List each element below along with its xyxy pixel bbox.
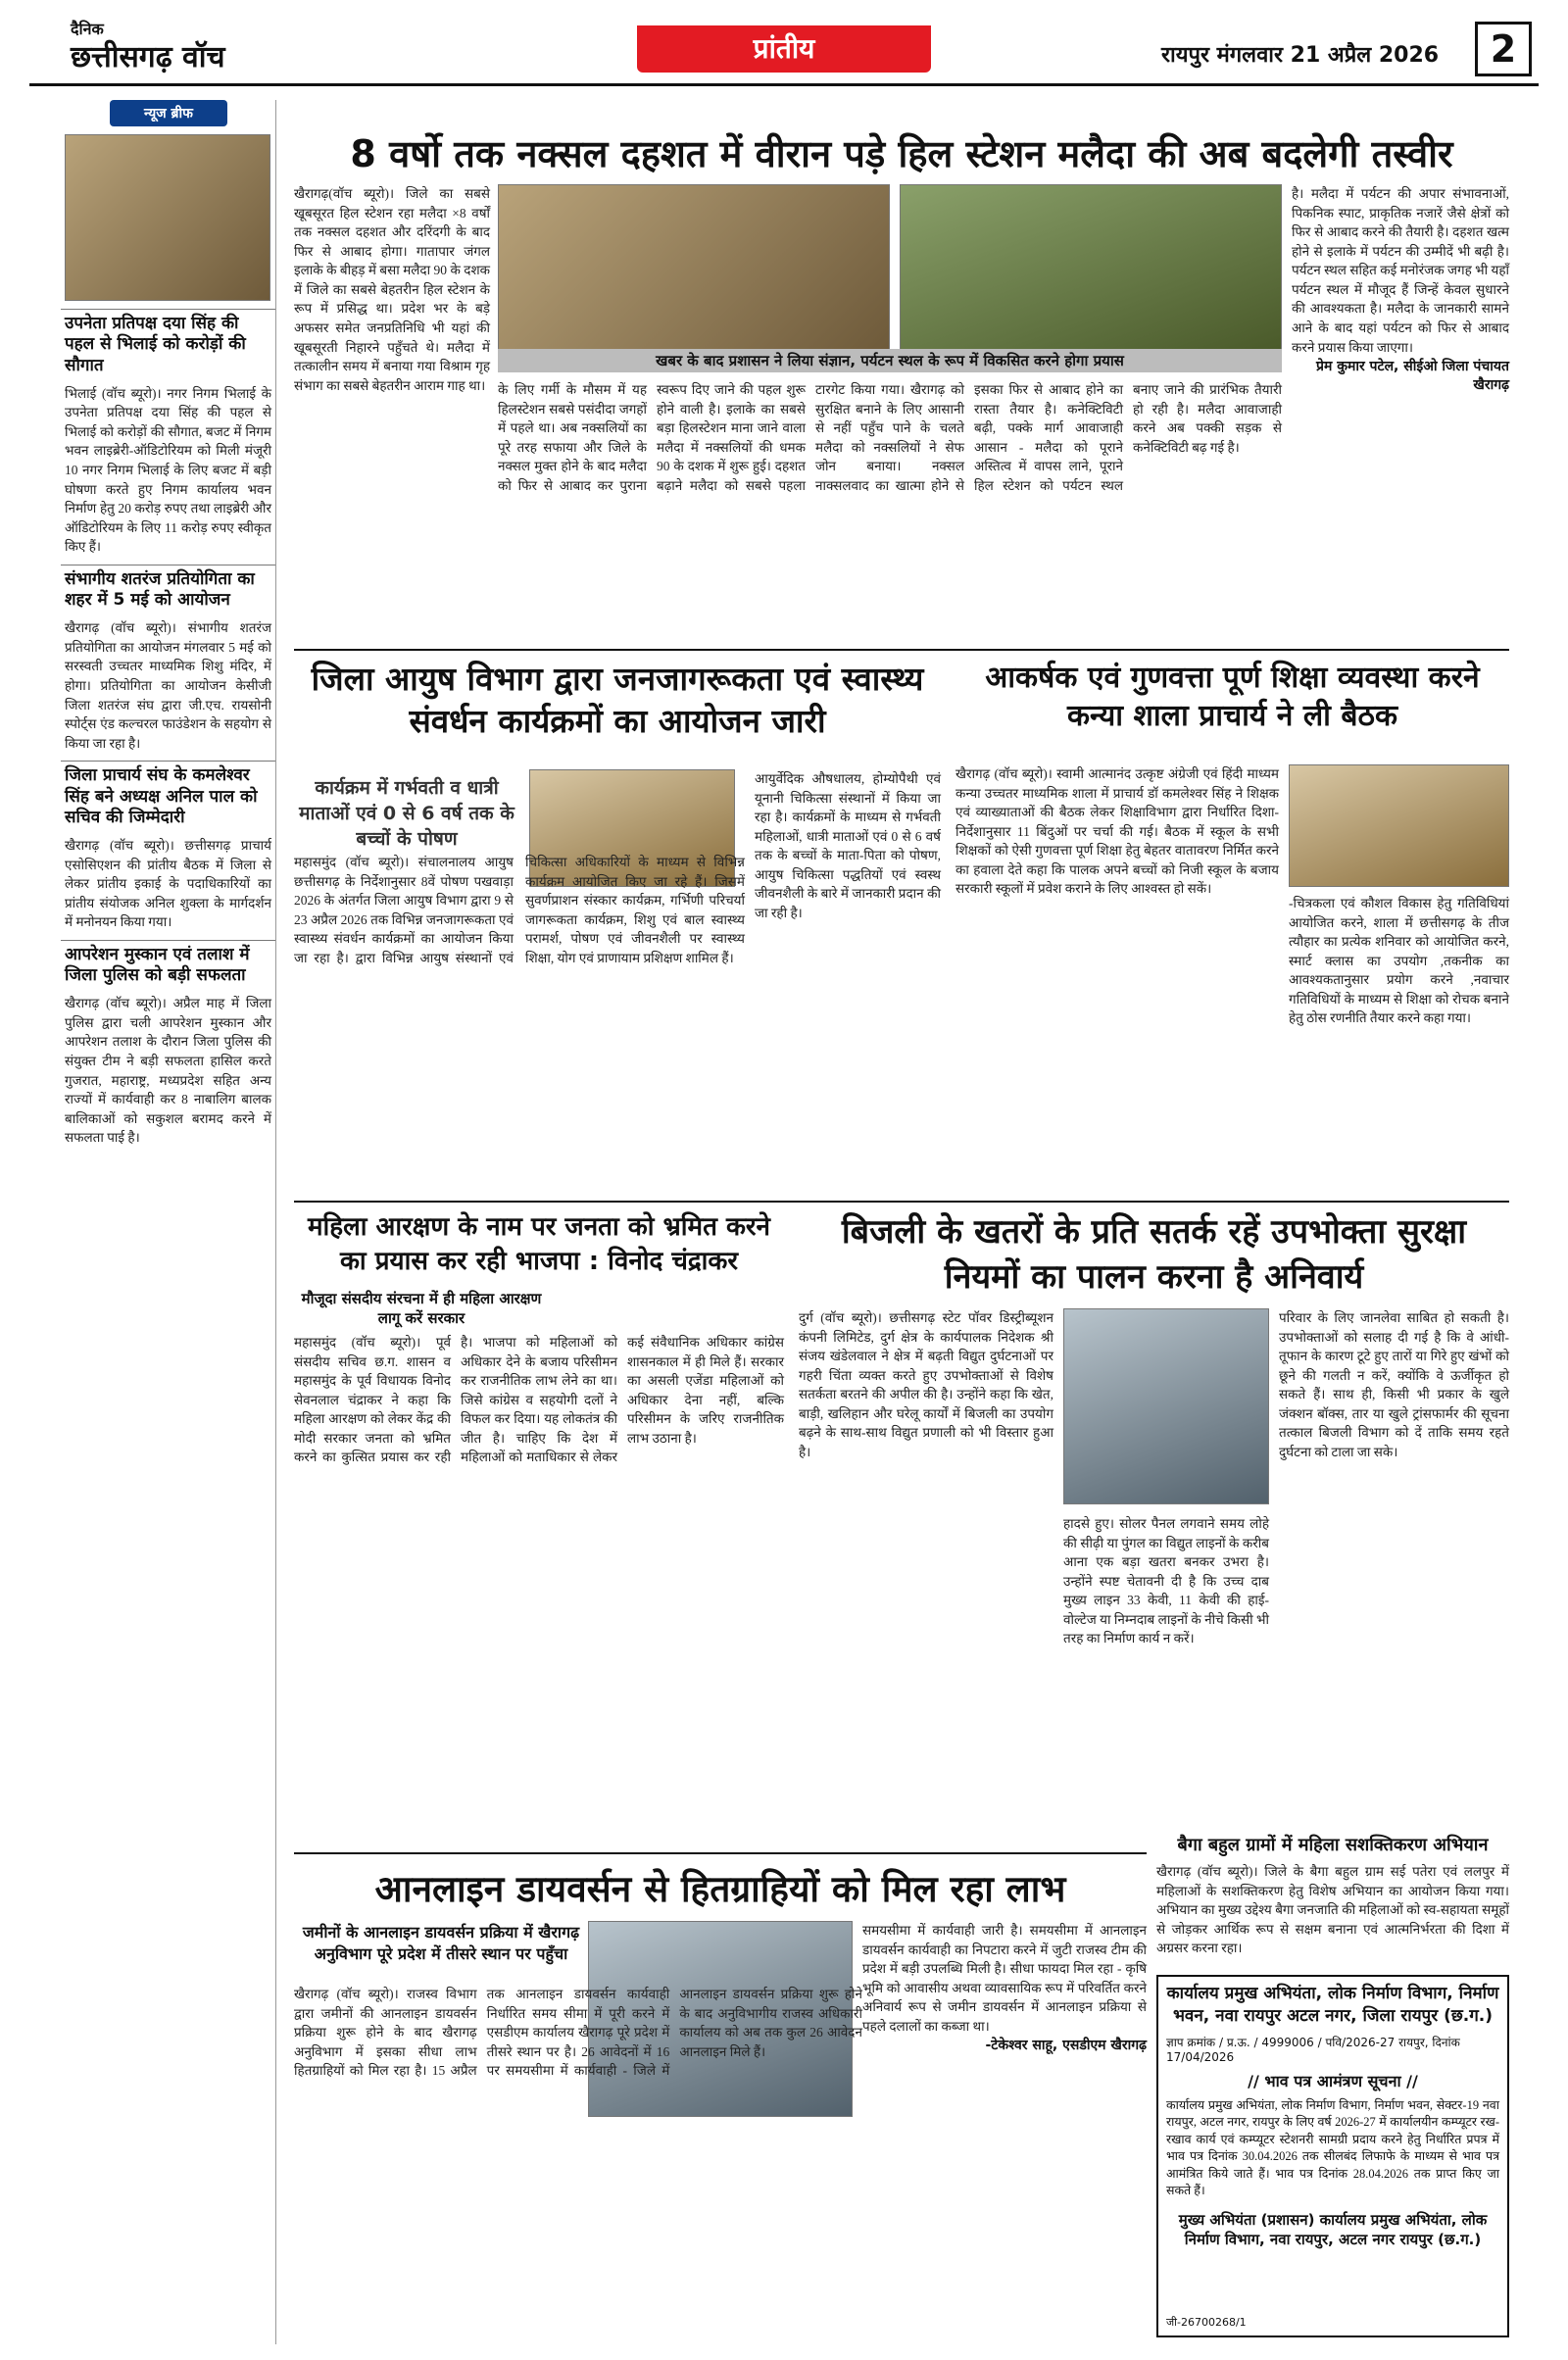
bijli-text: दुर्ग (वॉच ब्यूरो)। छत्तीसगढ़ स्टेट पॉवर डिस्ट्रीब्यूशन कंपनी लिमिटेड, दुर्ग क्षेत्र के कार्यपालक निदेशक श्री संजय खंडेलवाल ने क्षेत्र में बढ़ती विद्युत दुर्घटनाओं पर गहरी चिंता व्यक्त करते हुए उपभोक्ताओं से विशेष सतर्कता बरतने की अपील की है। उन्होंने कहा कि खेत, बाड़ी, खलिहान और घरेलू कार्यों में बिजली का उपयोग बढ़ने के साथ-साथ विद्युत प्रणाली को भी विस्तार हुआ है। (799, 1310, 1054, 1459)
page-number: 2 (1475, 22, 1532, 76)
online-signature: -टेकेश्वर साहू, एसडीएम खैरागढ़ (985, 2038, 1147, 2054)
official-portrait-photo (1063, 1308, 1269, 1504)
tender-signatory: मुख्य अभियंता (प्रशासन) कार्यालय प्रमुख अभियंता, लोक निर्माण विभाग, नवा रायपुर, अटल नगर रायपुर (छ.ग.) (1178, 2210, 1488, 2249)
divider (294, 649, 1509, 651)
online-right-column (862, 1921, 1147, 2054)
tender-notice (1156, 1975, 1509, 2337)
ayush-text-right: आयुर्वेदिक औषधालय, होम्योपैथी एवं यूनानी चिकित्सा संस्थानों में किया जा रहा है। कार्यक्रमों के माध्यम से गर्भवती महिलाओं, धात्री माताओं एवं 0 से 6 वर्ष तक के बच्चों के माता-पिता को पोषण, आयुष चिकित्सा पद्धतियों एवं स्वस्थ जीवनशैली के बारे में जानकारी प्रदान की जा रही है। (755, 771, 941, 920)
baiga-text: खैरागढ़ (वॉच ब्यूरो)। जिले के बैगा बहुल ग्राम सई पतेरा एवं ललपुर में महिलाओं के सशक्तिकरण हेतु विशेष अभियान का आयोजन किया गया। अभियान का मुख्य उद्देश्य बैगा जनजाति की महिलाओं को स्व-सहायता समूहों से जोड़कर आर्थिक रूप से सक्षम बनाना एवं आत्मनिर्भरता की दिशा में अग्रसर करना रहा। (1156, 1864, 1509, 1956)
edu-meeting-photo (1289, 764, 1509, 887)
lead-text-intro: खैरागढ़(वॉच ब्यूरो)। जिले का सबसे खूबसूरत हिल स्टेशन रहा मलैदा ×8 वर्षों तक नक्सल दहशत और दरिंदगी के बाद फिर से आबाद होगा। गातापार जंगल इलाके के बीहड़ में बसा मलैदा 90 के दशक में जिले का सबसे बेहतरीन हिल स्टेशन के रूप में प्रसिद्ध था। प्रदेश भर के बड़े अफसर समेत जनप्रतिनिधि भी यहां की खूबसूरती निहारने पहुँचते थे। मलैदा में तत्कालीन समय में बनाया गया विश्राम गृह संभाग का सबसे बेहतरीन आराम गाह था। (294, 186, 490, 393)
brief-text-3: खैरागढ़ (वॉच ब्यूरो)। छत्तीसगढ़ प्राचार्य एसोसिएशन की प्रांतीय बैठक में जिला से लेकर प्रांतीय इकाई के पदाधिकारियों का प्रांतीय संयोजक अनिल शुक्ला के मार्गदर्शन में मनोनयन किया गया। (65, 838, 271, 930)
brief-headline-2: संभागीय शतरंज प्रतियोगिता का शहर में 5 मई को आयोजन (61, 565, 275, 615)
dateline: रायपुर मंगलवार 21 अप्रैल 2026 (1161, 43, 1440, 68)
mahila-subhead: मौजूदा संसदीय संरचना में ही महिला आरक्षण लागू करें सरकार (301, 1290, 542, 1327)
online-text-right: समयसीमा में कार्यवाही जारी है। समयसीमा में आनलाइन डायवर्सन कार्यवाही का निपटारा करने में जुटी राजस्व टीम की प्रदेश में बड़ी उपलब्धि मिली है। सीधा फायदा मिल रहा - कृषि भूमि को आवासीय अथवा व्यावसायिक रूप में परिवर्तित करने अनिवार्य रूप से जमीन डायवर्सन में आनलाइन प्रक्रिया से पहले दलालों का कब्जा था। (862, 1923, 1147, 2034)
ayush-headline: जिला आयुष विभाग द्वारा जनजागरूकता एवं स्वास्थ्य संवर्धन कार्यक्रमों का आयोजन जारी (311, 660, 924, 740)
divider (294, 1201, 1509, 1203)
brief-text-2: खैरागढ़ (वॉच ब्यूरो)। संभागीय शतरंज प्रतियोगिता का आयोजन मंगलवार 5 मई को सरस्वती उच्चतर माध्यमिक शिशु मंदिर, में होगा। प्रतियोगिता का आयोजन केसीजी जिला शतरंज संघ द्वारा जी.एच. रायसोनी स्पोर्ट्स एंड कल्चरल फाउंडेशन के सहयोग से किया जा रहा है। (65, 620, 271, 751)
bijli-text-under: हादसे हुए। सोलर पैनल लगवाने समय लोहे की सीढ़ी या पुंगल का विद्युत लाइनों के करीब आना एक बड़ा खतरा बनकर उभरा है। उन्होंने स्पष्ट चेतावनी दी है कि उच्च दाब मुख्य लाइन 33 केवी, 11 केवी की हाई-वोल्टेज या निम्नदाब लाइनों के नीचे किसी भी तरह का निर्माण कार्य न करें। (1063, 1516, 1269, 1647)
brief-text-1: भिलाई (वॉच ब्यूरो)। नगर निगम भिलाई के उपनेता प्रतिपक्ष दया सिंह की पहल से भिलाई को करोड़ों की सौगात, बजट में निगम भवन लाइब्रेरी-ऑडिटोरियम को मिली मंजूरी 10 नगर निगम भिलाई के लिए बजट में बड़ी घोषणा करते हुए निगम कार्यालय भवन निर्माण हेतु 20 करोड़ रुपए तथा लाइब्रेरी और ऑडिटोरियम के लिए 11 करोड़ रुपए स्वीकृत किए हैं। (65, 385, 271, 555)
mahila-headline: महिला आरक्षण के नाम पर जनता को भ्रमित करने का प्रयास कर रही भाजपा : विनोद चंद्राकर (308, 1212, 770, 1277)
edu-headline: आकर्षक एवं गुणवत्ता पूर्ण शिक्षा व्यवस्था करने कन्या शाला प्राचार्य ने ली बैठक (985, 661, 1480, 733)
tender-body: कार्यालय प्रमुख अभियंता, लोक निर्माण विभाग, निर्माण भवन, सेक्टर-19 नवा रायपुर, अटल नगर, रायपुर के लिए वर्ष 2026-27 में कार्यालयीन कम्प्यूटर रख-रखाव कार्य एवं कम्प्यूटर स्टेशनरी सामग्री प्रदाय करने हेतु निर्धारित प्रपत्र में भाव पत्र दिनांक 30.04.2026 तक सीलबंद लिफाफे के माध्यम से भाव पत्र आमंत्रित किये जाते हैं। भाव पत्र दिनांक 28.04.2026 तक प्राप्त किए जा सकते हैं। (1166, 2097, 1499, 2198)
bijli-headline: बिजली के खतरों के प्रति सतर्क रहें उपभोक्ता सुरक्षा नियमों का पालन करना है अनिवार्य (841, 1212, 1467, 1297)
masthead (29, 18, 1539, 86)
tender-title: // भाव पत्र आमंत्रण सूचना // (1248, 2071, 1418, 2090)
tender-ref: ज्ञाप क्रमांक / प्र.ऊ. / 4999006 / पवि/2026-27 रायपुर, दिनांक 17/04/2026 (1166, 2035, 1460, 2064)
baiga-headline: बैगा बहुल ग्रामों में महिला सशक्तिकरण अभियान (1177, 1835, 1489, 1855)
mahila-text: महासमुंद (वॉच ब्यूरो)। पूर्व संसदीय सचिव छ.ग. शासन व महासमुंद के पूर्व विधायक विनोद सेवनलाल चंद्राकर ने कहा कि महिला आरक्षण को लेकर केंद्र की मोदी सरकार जनता को भ्रमित करने का कुत्सित प्रयास कर रही है। भाजपा को महिलाओं को अधिकार देने के बजाय परिसीमन कर राजनीतिक लाभ लेने का था। जिसे कांग्रेस व सहयोगी दलों ने विफल कर दिया। यह लोकतंत्र की जीत है। चाहिए कि देश में महिलाओं को मताधिकार से लेकर कई संवैधानिक अधिकार कांग्रेस शासनकाल में ही मिले हैं। सरकार का असली एजेंडा महिलाओं को अधिकार देना नहीं, बल्कि परिसीमन के जरिए राजनीतिक लाभ उठाना है। (294, 1335, 784, 1465)
ad-code: जी-26700268/1 (1166, 2316, 1247, 2329)
lead-text-body: के लिए गर्मी के मौसम में यह हिलस्टेशन सबसे पसंदीदा जगहों में पहले था। अब नक्सलियों का पूरे तरह सफाया और जिले के नक्सल मुक्त होने के बाद मलैदा को फिर से आबाद कर पुराना स्वरूप दिए जाने की पहल शुरू होने वाली है। इलाके का सबसे बड़ा हिलस्टेशन माना जाने वाला मलैदा में नक्सलियों की धमक 90 के दशक में शुरू हुई। दहशत बढ़ाने मलैदा को सबसे पहला टारगेट किया गया। खैरागढ़ को सुरक्षित बनाने के लिए आसानी से नहीं पहुँच पाने के चलते मलैदा को नक्सलियों ने सेफ जोन बनाया। नक्सल नाक्सलवाद का खात्मा होने से इसका फिर से आबाद होने का रास्ता तैयार है। कनेक्टिविटी बढ़ी, पक्के मार्ग आवाजाही आसान - मलैदा को पूराने अस्तित्व में वापस लाने, पूराने हिल स्टेशन को पर्यटन स्थल बनाए जाने की प्रारंभिक तैयारी हो रही है। मलैदा आवाजाही करने अब पक्की सड़क से कनेक्टिविटी बढ़ गई है। (498, 382, 1282, 493)
divider (294, 1852, 1147, 1854)
edu-text-right: -चित्रकला एवं कौशल विकास हेतु गतिविधियां आयोजित करने, शाला में छत्तीसगढ़ के तीज त्यौहार का प्रत्येक शनिवार को आयोजित करने, स्मार्ट क्लास का उपयोग ,तकनीक का आवश्यकतानुसार प्रयोग करने ,नवाचार गतिविधियों के माध्यम से शिक्षा को रोचक बनाने हेतु ठोस रणनीति तैयार करने कहा गया। (1289, 896, 1509, 1026)
newspaper-logo (71, 18, 225, 75)
brief-headline-4: आपरेशन मुस्कान एवं तलाश में जिला पुलिस को बड़ी सफलता (61, 940, 275, 991)
lead-text-right: है। मलैदा में पर्यटन की अपार संभावनाओं, पिकनिक स्पाट, प्राकृतिक नजारें जैसे क्षेत्रों को फिर से आबाद करने की तैयारी है। दहशत खत्म होने से इलाके में पर्यटन की उम्मीदें भी बढ़ी है। पर्यटन स्थल सहित कई मनोरंजक जगह भी यहाँ पर्यटन स्थल में मौजूद हैं जिन्हें केवल सुधारने की आवश्यकता है। मलैदा के जानकारी सामने आने के बाद यहां पर्यटन को फिर से आबाद करने प्रयास किया जाएगा। (1292, 186, 1509, 355)
brief-text-4: खैरागढ़ (वॉच ब्यूरो)। अप्रैल माह में जिला पुलिस द्वारा चली आपरेशन मुस्कान और आपरेशन तलाश के दौरान जिला पुलिस की संयुक्त टीम ने बड़ी सफलता हासिल करते गुजरात, महाराष्ट्र, मध्यप्रदेश सहित अन्य राज्यों में कार्यवाही कर 8 नाबालिग बालक बालिकाओं को सकुशल बरामद करने में सफलता पाई है। (65, 996, 271, 1146)
ayush-text: महासमुंद (वॉच ब्यूरो)। संचालनालय आयुष छत्तीसगढ़ के निर्देशानुसार 8वें पोषण पखवाड़ा 2026 के अंतर्गत जिला आयुष विभाग द्वारा 9 से 23 अप्रैल 2026 तक विभिन्न जनजागरूकता एवं स्वास्थ्य संवर्धन कार्यक्रमों का आयोजन किया जा रहा है। द्वारा विभिन्न आयुष संस्थानों एवं चिकित्सा अधिकारियों के माध्यम से विभिन्न कार्यक्रम आयोजित किए जा रहे हैं। जिसमें सुवर्णप्राशन संस्कार कार्यक्रम, गर्भिणी परिचर्या जागरूकता कार्यक्रम, शिशु एवं बाल स्वास्थ्य परामर्श, पोषण एवं जीवनशैली पर स्वास्थ्य शिक्षा, योग एवं प्राणायाम प्रशिक्षण शामिल हैं। (294, 855, 745, 965)
lead-story (294, 184, 1509, 645)
section-tab: प्रांतीय (637, 25, 931, 73)
lead-photo-caption: खबर के बाद प्रशासन ने लिया संज्ञान, पर्यटन स्थल के रूप में विकसित करने होगा प्रयास (498, 349, 1282, 372)
lead-signature: प्रेम कुमार पटेल, सीईओ जिला पंचायत खैरागढ़ (1316, 359, 1509, 394)
brief-headline-1: उपनेता प्रतिपक्ष दया सिंह की पहल से भिलाई को करोड़ों की सौगात (61, 309, 275, 380)
brief-headline-3: जिला प्राचार्य संघ के कमलेश्वर सिंह बने अध्यक्ष अनिल पाल को सचिव की जिम्मेदारी (61, 761, 275, 832)
brand-small: दैनिक (71, 20, 104, 38)
bijli-text-right: परिवार के लिए जानलेवा साबित हो सकती है। उपभोक्ताओं को सलाह दी गई है कि वे आंधी-तूफान के कारण टूटे हुए तारों या गिरे हुए खंभों को छूने की गलती न करें, क्योंकि वे ऊर्जीकृत हो सकते हैं। साथ ही, किसी भी प्रकार के खुले जंक्शन बॉक्स, तार या खुले ट्रांसफार्मर की सूचना तत्काल बिजली विभाग को दें ताकि समय रहते दुर्घटना को टाला जा सके। (1279, 1310, 1509, 1459)
brand-name: छत्तीसगढ़ वॉच (71, 40, 225, 74)
news-brief-tab: न्यूज ब्रीफ (110, 100, 227, 126)
lead-headline: 8 वर्षो तक नक्सल दहशत में वीरान पड़े हिल स्टेशन मलैदा की अब बदलेगी तस्वीर (350, 132, 1453, 175)
edu-text: खैरागढ़ (वॉच ब्यूरो)। स्वामी आत्मानंद उत्कृष्ट अंग्रेजी एवं हिंदी माध्यम कन्या उच्चतर माध्यमिक शाला में प्राचार्य डॉ कमलेश्वर सिंह ने शिक्षक एवं व्याख्याताओं की बैठक लेकर शिक्षाविभाग द्वारा निर्धारित दिशा-निर्देशानुसार 11 बिंदुओं पर चर्चा की गई। बैठक में स्कूल के सभी शिक्षकों को ऐसी गुणवत्ता पूर्ण शिक्षा हेतु बेहतर वातावरण निर्मित करने का हवाला देते कहा कि पालक अपने बच्चों को निजी स्कूल के बजाय सरकारी स्कूलों में प्रवेश कराने के लिए आश्वस्त हो सकें। (956, 766, 1279, 897)
road-photo (900, 184, 1282, 351)
online-headline: आनलाइन डायवर्सन से हितग्राहियों को मिल रहा लाभ (374, 1868, 1066, 1910)
online-subhead: जमीनों के आनलाइन डायवर्सन प्रक्रिया में खैरागढ़ अनुविभाग पूरे प्रदेश में तीसरे स्थान पर पहुँचा (302, 1923, 580, 1963)
ayush-subhead: कार्यक्रम में गर्भवती व धात्री माताओं एवं 0 से 6 वर्ष तक के बच्चों के पोषण (299, 777, 514, 850)
online-text: खैरागढ़ (वॉच ब्यूरो)। राजस्व विभाग द्वारा जमीनों की आनलाइन डायवर्सन प्रक्रिया शुरू होने के बाद खैरागढ़ अनुविभाग में इसका सीधा लाभ हितग्राहियों को मिल रहा है। 15 अप्रैल तक आनलाइन डायवर्सन कार्यवाही निर्धारित समय सीमा में पूरी करने में एसडीएम कार्यालय खैरागढ़ पूरे प्रदेश में तीसरे स्थान पर है। 26 आवेदनों में 16 पर समयसीमा में कार्यवाही - जिले में आनलाइन डायवर्सन प्रक्रिया शुरू होने के बाद अनुविभागीय राजस्व अधिकारी कार्यालय को अब तक कुल 26 आवेदन आनलाइन मिले हैं। (294, 1987, 862, 2079)
lead-photos (498, 184, 1282, 370)
tender-office: कार्यालय प्रमुख अभियंता, लोक निर्माण विभाग, निर्माण भवन, नवा रायपुर अटल नगर, जिला रायपुर (छ.ग.) (1166, 1984, 1499, 2026)
hill-station-photo (498, 184, 890, 351)
news-brief-column (61, 100, 276, 2344)
brief-photo (65, 134, 270, 301)
lead-right-column (1292, 184, 1509, 394)
